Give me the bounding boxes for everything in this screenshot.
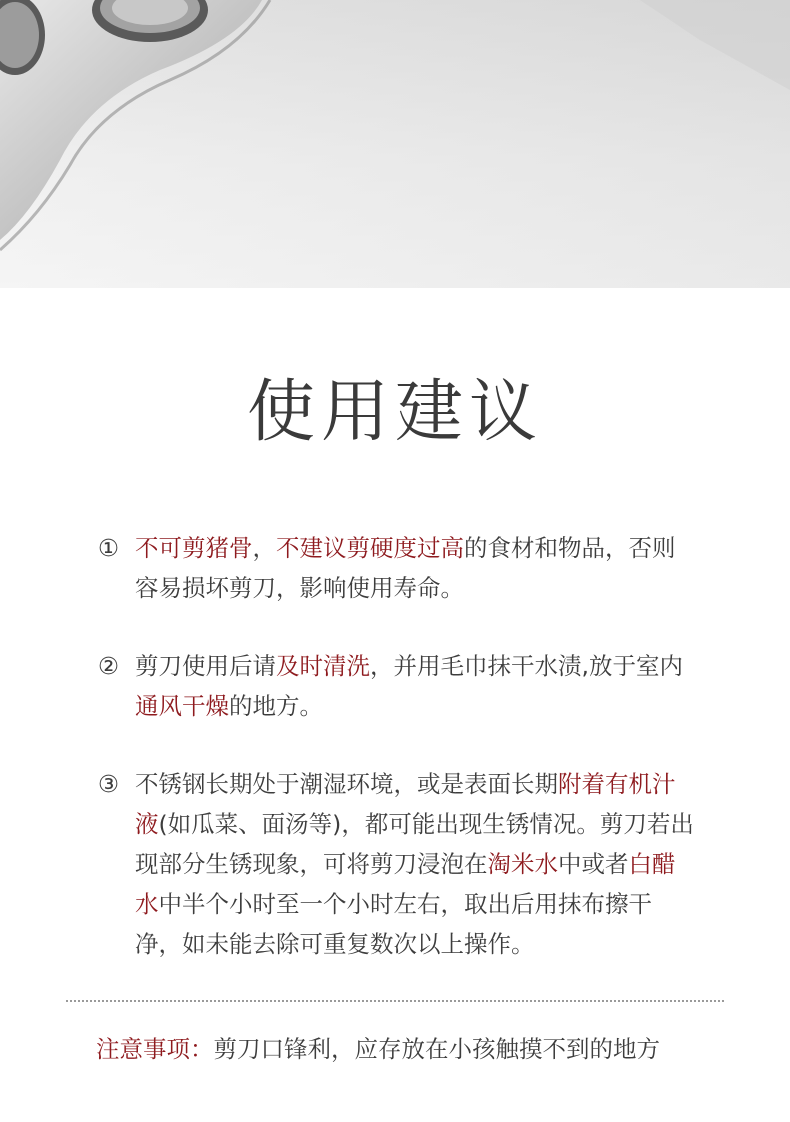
tip-number: ③ — [98, 770, 120, 798]
tip-highlight: 不建议剪硬度过高 — [276, 534, 464, 562]
tip-segment: ， — [252, 534, 276, 562]
tip-highlight: 白醋水 — [135, 850, 676, 918]
tip-number: ② — [98, 652, 120, 680]
tip-item-3 — [98, 764, 698, 964]
tip-text — [135, 646, 698, 726]
tip-text — [135, 528, 698, 608]
tip-text — [135, 764, 698, 964]
product-photo — [0, 0, 790, 288]
tip-segment: 的食材和物品，否则容易损坏剪刀，影响使用寿命。 — [135, 534, 676, 602]
usage-tips-list — [98, 528, 698, 1002]
page-title: 使用建议 — [246, 373, 543, 452]
scissors-handle-image — [0, 0, 790, 288]
tip-segment: (如瓜菜、面汤等)，都可能出现生锈情况。剪刀若出现部分生锈现象，可将剪刀浸泡在 — [135, 810, 694, 878]
tip-highlight: 附着有机汁液 — [135, 770, 676, 838]
tip-highlight: 及时清洗 — [276, 652, 370, 680]
dotted-divider — [66, 1000, 724, 1002]
tip-segment: 中半个小时至一个小时左右，取出后用抹布擦干净，如未能去除可重复数次以上操作。 — [135, 890, 652, 958]
notice-text: 剪刀口锋利，应存放在小孩触摸不到的地方 — [213, 1035, 660, 1063]
tip-segment: 的地方。 — [229, 692, 323, 720]
tip-segment: ，并用毛巾抹干水渍,放于室内 — [370, 652, 683, 680]
tip-highlight: 不可剪猪骨 — [135, 534, 253, 562]
tip-item-2 — [98, 646, 698, 726]
tip-segment: 剪刀使用后请 — [135, 652, 276, 680]
tip-highlight: 淘米水 — [487, 850, 558, 878]
tip-highlight: 通风干燥 — [135, 692, 229, 720]
tip-item-1 — [98, 528, 698, 608]
tip-segment: 中或者 — [558, 850, 629, 878]
notice — [96, 1029, 736, 1069]
tip-number: ① — [98, 534, 120, 562]
notice-label: 注意事项： — [96, 1035, 214, 1063]
tip-segment: 不锈钢长期处于潮湿环境，或是表面长期 — [135, 770, 558, 798]
